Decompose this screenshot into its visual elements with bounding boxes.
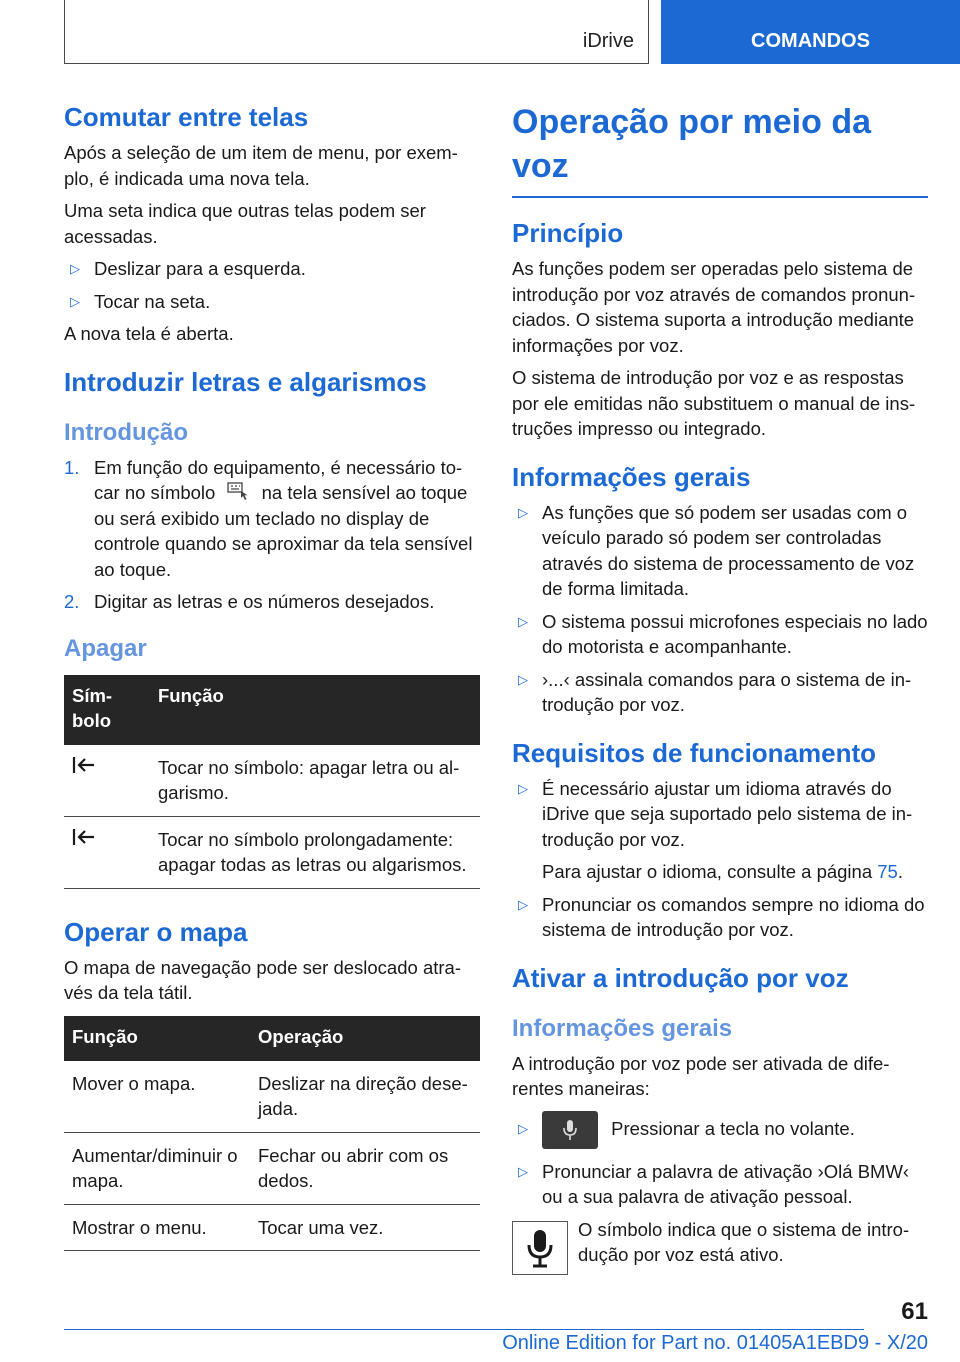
steering-voice-button-icon [542,1111,598,1149]
table-cell: Aumentar/diminuir o mapa. [64,1132,250,1204]
triangle-bullet-icon: ▷ [518,671,528,687]
paragraph: As funções podem ser operadas pelo sistema de introdução por voz através de comandos pronun- ciados. O sistema suporta a introdução mediante informações por voz. [512,258,916,356]
heading-requisitos: Requisitos de funcionamento [512,737,877,768]
header-chapter-tab [661,0,960,64]
delete-symbols-table [64,675,480,889]
triangle-bullet-icon: ▷ [70,261,80,276]
table-cell: Tocar uma vez. [250,1204,480,1251]
bullet-item: ▷ Pronunciar a palavra de ativação ›Olá BMW‹ ou a sua palavra de ativação pessoal. [518,1160,910,1208]
chapter-title: Operação por meio da voz [512,100,928,198]
heading-introducao: Introdução [64,418,188,446]
header-chapter-label: COMANDOS [751,30,870,52]
bullet-item: ▷ Deslizar para a esquerda. [64,256,480,282]
table-header-cell: Função [150,675,480,745]
triangle-bullet-icon: ▷ [518,613,528,629]
map-operation-table [64,1016,480,1252]
table-row [64,816,480,888]
numbered-step: 2. Digitar as letras e os números desejados. [64,589,480,615]
numbered-step: 1. Em função do equipamento, é necessário to- car no símbolo na tela sensível ao toque ou será exibido um teclado no display de controle quando se aproximar da tela sensível ao toque. [64,456,473,580]
triangle-bullet-icon: ▷ [518,780,528,796]
left-column [64,100,480,1265]
table-header-row [64,675,480,745]
triangle-bullet-icon: ▷ [518,504,528,520]
heading-informacoes-gerais-sub: Informações gerais [512,1014,733,1042]
table-header-cell: Operação [250,1016,480,1061]
table-header-cell: Função [64,1016,250,1061]
paragraph: A nova tela é aberta. [64,323,234,344]
touch-keyboard-icon [226,480,250,502]
bullet-item: ▷ É necessário ajustar um idioma através do iDrive que seja suportado pelo sistema de in- trodução por voz. [518,777,913,850]
triangle-bullet-icon: ▷ [518,1163,528,1179]
paragraph: O mapa de navegação pode ser deslocado atra- vés da tela tátil. [64,956,461,1003]
right-column [512,100,928,1273]
bullet-item: ▷ Pronunciar os comandos sempre no idioma do sistema de introdução por voz. [518,893,925,940]
heading-mapa: Operar o mapa [64,916,248,947]
table-cell: Tocar no símbolo: apagar letra ou al- garismo. [150,745,480,817]
table-row [64,1204,480,1251]
heading-ativar: Ativar a introdução por voz [512,962,849,993]
paragraph: O sistema de introdução por voz e as respostas por ele emitidas não substituem o manual de ins- truções impresso ou integrado. [512,367,916,439]
footer-divider [64,1329,864,1330]
backspace-icon [64,745,150,817]
bullet-item: ▷ Tocar na seta. [64,289,480,315]
paragraph: Uma seta indica que outras telas podem ser acessadas. [64,200,426,247]
footer-edition: Online Edition for Part no. 01405A1EBD9 - X/20 [502,1332,928,1354]
heading-informacoes-gerais: Informações gerais [512,461,751,492]
heading-introduzir: Introduzir letras e algarismos [64,366,427,397]
bullet-item: ▷ As funções que só podem ser usadas com o veículo parado só podem ser controladas através do sistema de processamento de voz de forma limitada. [518,501,915,599]
header-section-label: iDrive [582,30,634,52]
header-section-box [64,0,649,64]
page-number: 61 [901,1298,928,1325]
bullet-item: ▷ ›...‹ assinala comandos para o sistema de in- trodução por voz. [518,668,912,715]
table-header-cell: Sím- bolo [64,675,150,745]
page-link[interactable]: 75 [877,861,898,882]
table-row [64,745,480,817]
table-cell: Tocar no símbolo prolongadamente: apagar todas as letras ou algarismos. [150,816,480,888]
backspace-icon [64,816,150,888]
table-cell: Mover o mapa. [64,1061,250,1133]
triangle-bullet-icon: ▷ [70,293,80,309]
table-cell: Deslizar na direção dese- jada. [250,1061,480,1133]
table-cell: Fechar ou abrir com os dedos. [250,1132,480,1204]
bullet-item: ▷ O sistema possui microfones especiais no lado do motorista e acompanhante. [518,610,928,657]
triangle-bullet-icon: ▷ [518,1120,528,1136]
heading-principio: Princípio [512,218,624,248]
bullet-item: ▷ Pressionar a tecla no volante. [512,1109,928,1149]
heading-apagar: Apagar [64,634,147,662]
table-header-row [64,1016,480,1061]
table-row [64,1061,480,1133]
step-number: 2. [64,591,80,612]
page-reference: Para ajustar o idioma, consulte a página 75. [542,861,903,882]
step-number: 1. [64,456,80,478]
paragraph: Após a seleção de um item de menu, por exem- plo, é indicada uma nova tela. [64,142,458,189]
voice-active-microphone-icon [512,1221,568,1275]
table-cell: Mostrar o menu. [64,1204,250,1251]
table-row [64,1132,480,1204]
paragraph: A introdução por voz pode ser ativada de dife- rentes maneiras: [512,1052,890,1099]
voice-active-note: O símbolo indica que o sistema de intro- dução por voz está ativo. [512,1217,928,1273]
heading-comutar: Comutar entre telas [64,102,309,132]
triangle-bullet-icon: ▷ [518,896,528,912]
